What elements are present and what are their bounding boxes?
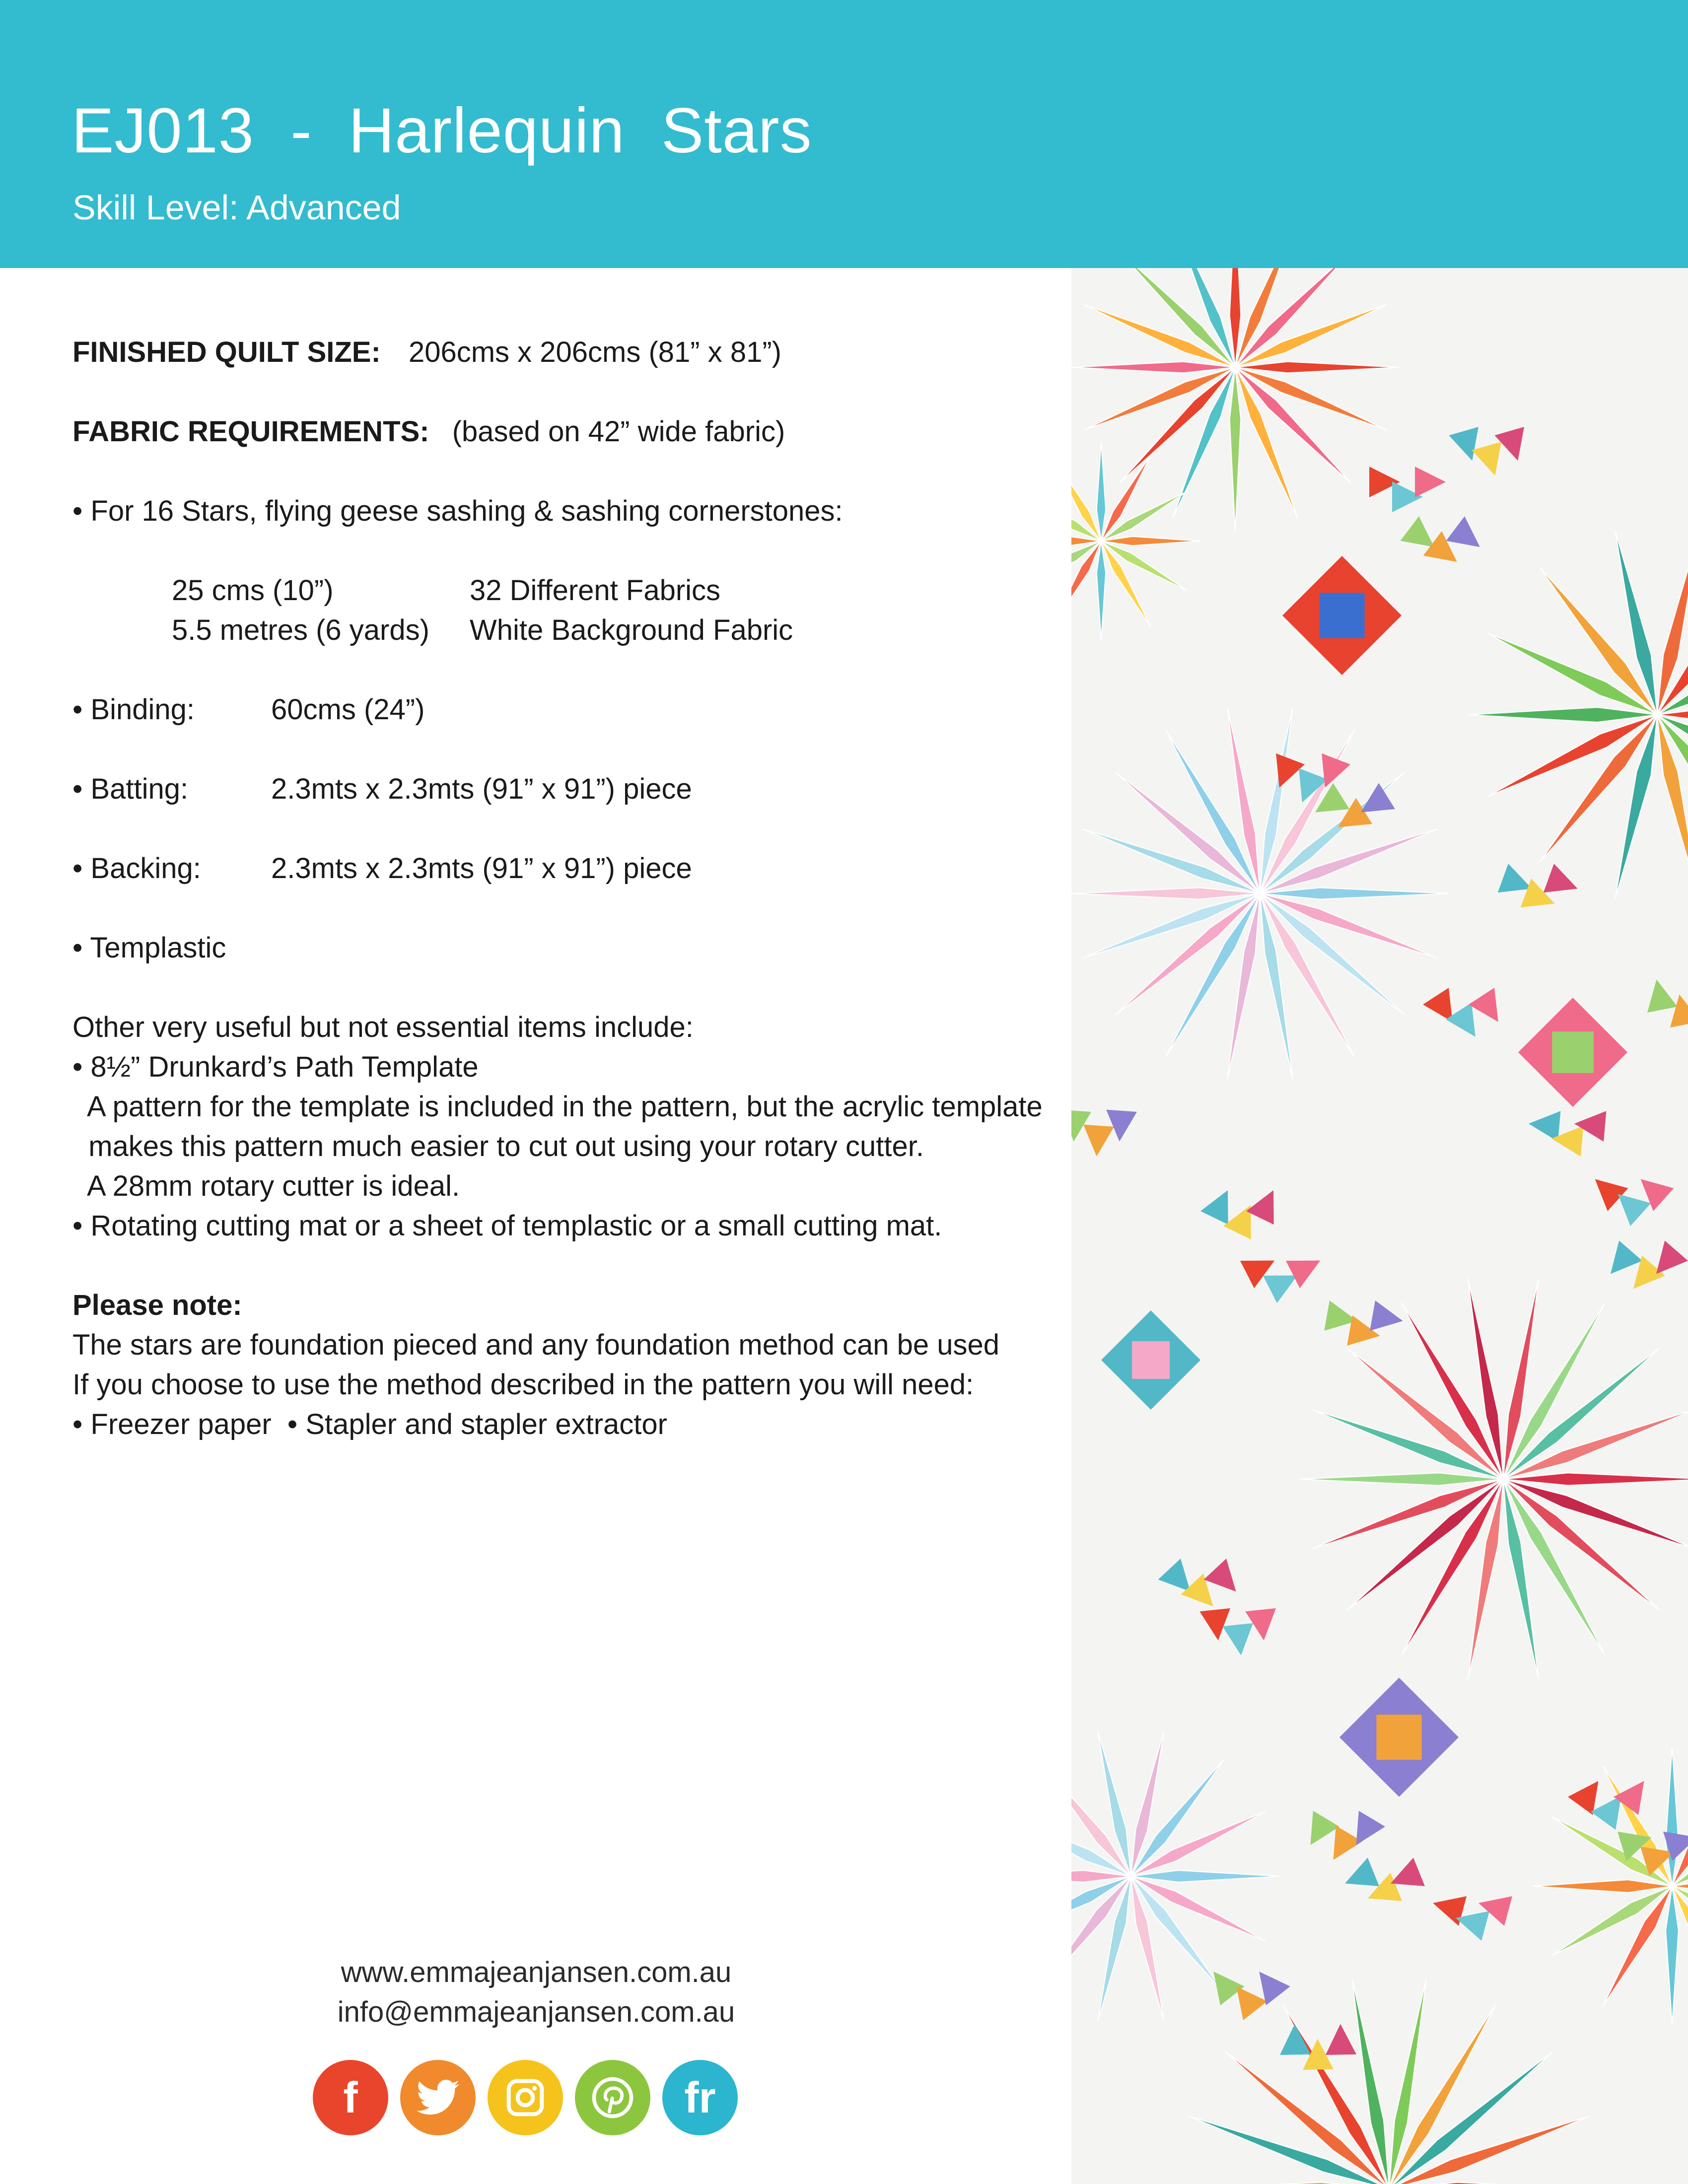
- finished-size-row: [72, 336, 781, 369]
- facebook-glyph: f: [343, 2073, 358, 2122]
- supply-value: 60cms (24”): [271, 693, 425, 726]
- fabric-amount: 5.5 metres (6 yards): [172, 614, 429, 646]
- pinterest-p-glyph: [590, 2075, 635, 2120]
- website-link[interactable]: www.emmajeanjansen.com.au: [341, 1956, 732, 1988]
- optional-line: • 8½” Drunkard’s Path Template: [72, 1051, 479, 1083]
- supply-label: • Backing:: [72, 852, 201, 885]
- supply-label: • Templastic: [72, 932, 226, 964]
- header-banner: [0, 0, 1688, 268]
- optional-heading: Other very useful but not essential items include:: [72, 1011, 694, 1043]
- twitter-icon[interactable]: [400, 2060, 476, 2135]
- optional-line: makes this pattern much easier to cut out using your rotary cutter.: [72, 1130, 924, 1162]
- fabric-item: 32 Different Fabrics: [470, 574, 721, 607]
- quilt-photo: [1071, 268, 1688, 2184]
- fabric-requirements-label: FABRIC REQUIREMENTS:: [72, 415, 429, 448]
- fabric-requirements-note: (based on 42” wide fabric): [452, 415, 785, 448]
- fabric-intro: • For 16 Stars, flying geese sashing & sashing cornerstones:: [72, 495, 843, 527]
- facebook-icon[interactable]: [313, 2060, 388, 2135]
- flickr-glyph: fr: [684, 2073, 716, 2122]
- instagram-camera-glyph: [505, 2078, 545, 2117]
- twitter-bird-glyph: [416, 2080, 460, 2116]
- supply-value: 2.3mts x 2.3mts (91” x 91”) piece: [271, 773, 692, 805]
- note-heading: Please note:: [72, 1289, 242, 1321]
- optional-line: • Rotating cutting mat or a sheet of templastic or a small cutting mat.: [72, 1210, 942, 1242]
- email-link[interactable]: info@emmajeanjansen.com.au: [337, 1996, 735, 2028]
- supply-label: • Batting:: [72, 773, 189, 805]
- note-line: The stars are foundation pieced and any foundation method can be used: [72, 1329, 999, 1361]
- fabric-requirements-row: [72, 415, 785, 448]
- optional-line: A 28mm rotary cutter is ideal.: [72, 1170, 460, 1202]
- finished-size-label: FINISHED QUILT SIZE:: [72, 336, 381, 368]
- fabric-item: White Background Fabric: [470, 614, 793, 646]
- quilt-illustration: [1071, 268, 1688, 2184]
- optional-line: A pattern for the template is included in the pattern, but the acrylic template: [72, 1091, 1043, 1123]
- skill-level: Skill Level: Advanced: [72, 188, 401, 227]
- note-line: If you choose to use the method described in the pattern you will need:: [72, 1368, 974, 1401]
- flickr-icon[interactable]: [662, 2060, 738, 2135]
- fabric-amount: 25 cms (10”): [172, 574, 334, 607]
- supply-label: • Binding:: [72, 693, 195, 726]
- finished-size-value: 206cms x 206cms (81” x 81”): [408, 336, 781, 368]
- pinterest-icon[interactable]: [575, 2060, 650, 2135]
- supply-value: 2.3mts x 2.3mts (91” x 91”) piece: [271, 852, 692, 885]
- instagram-icon[interactable]: [488, 2060, 563, 2135]
- note-line: • Freezer paper • Stapler and stapler extractor: [72, 1408, 667, 1440]
- page-title: EJ013 - Harlequin Stars: [71, 95, 812, 166]
